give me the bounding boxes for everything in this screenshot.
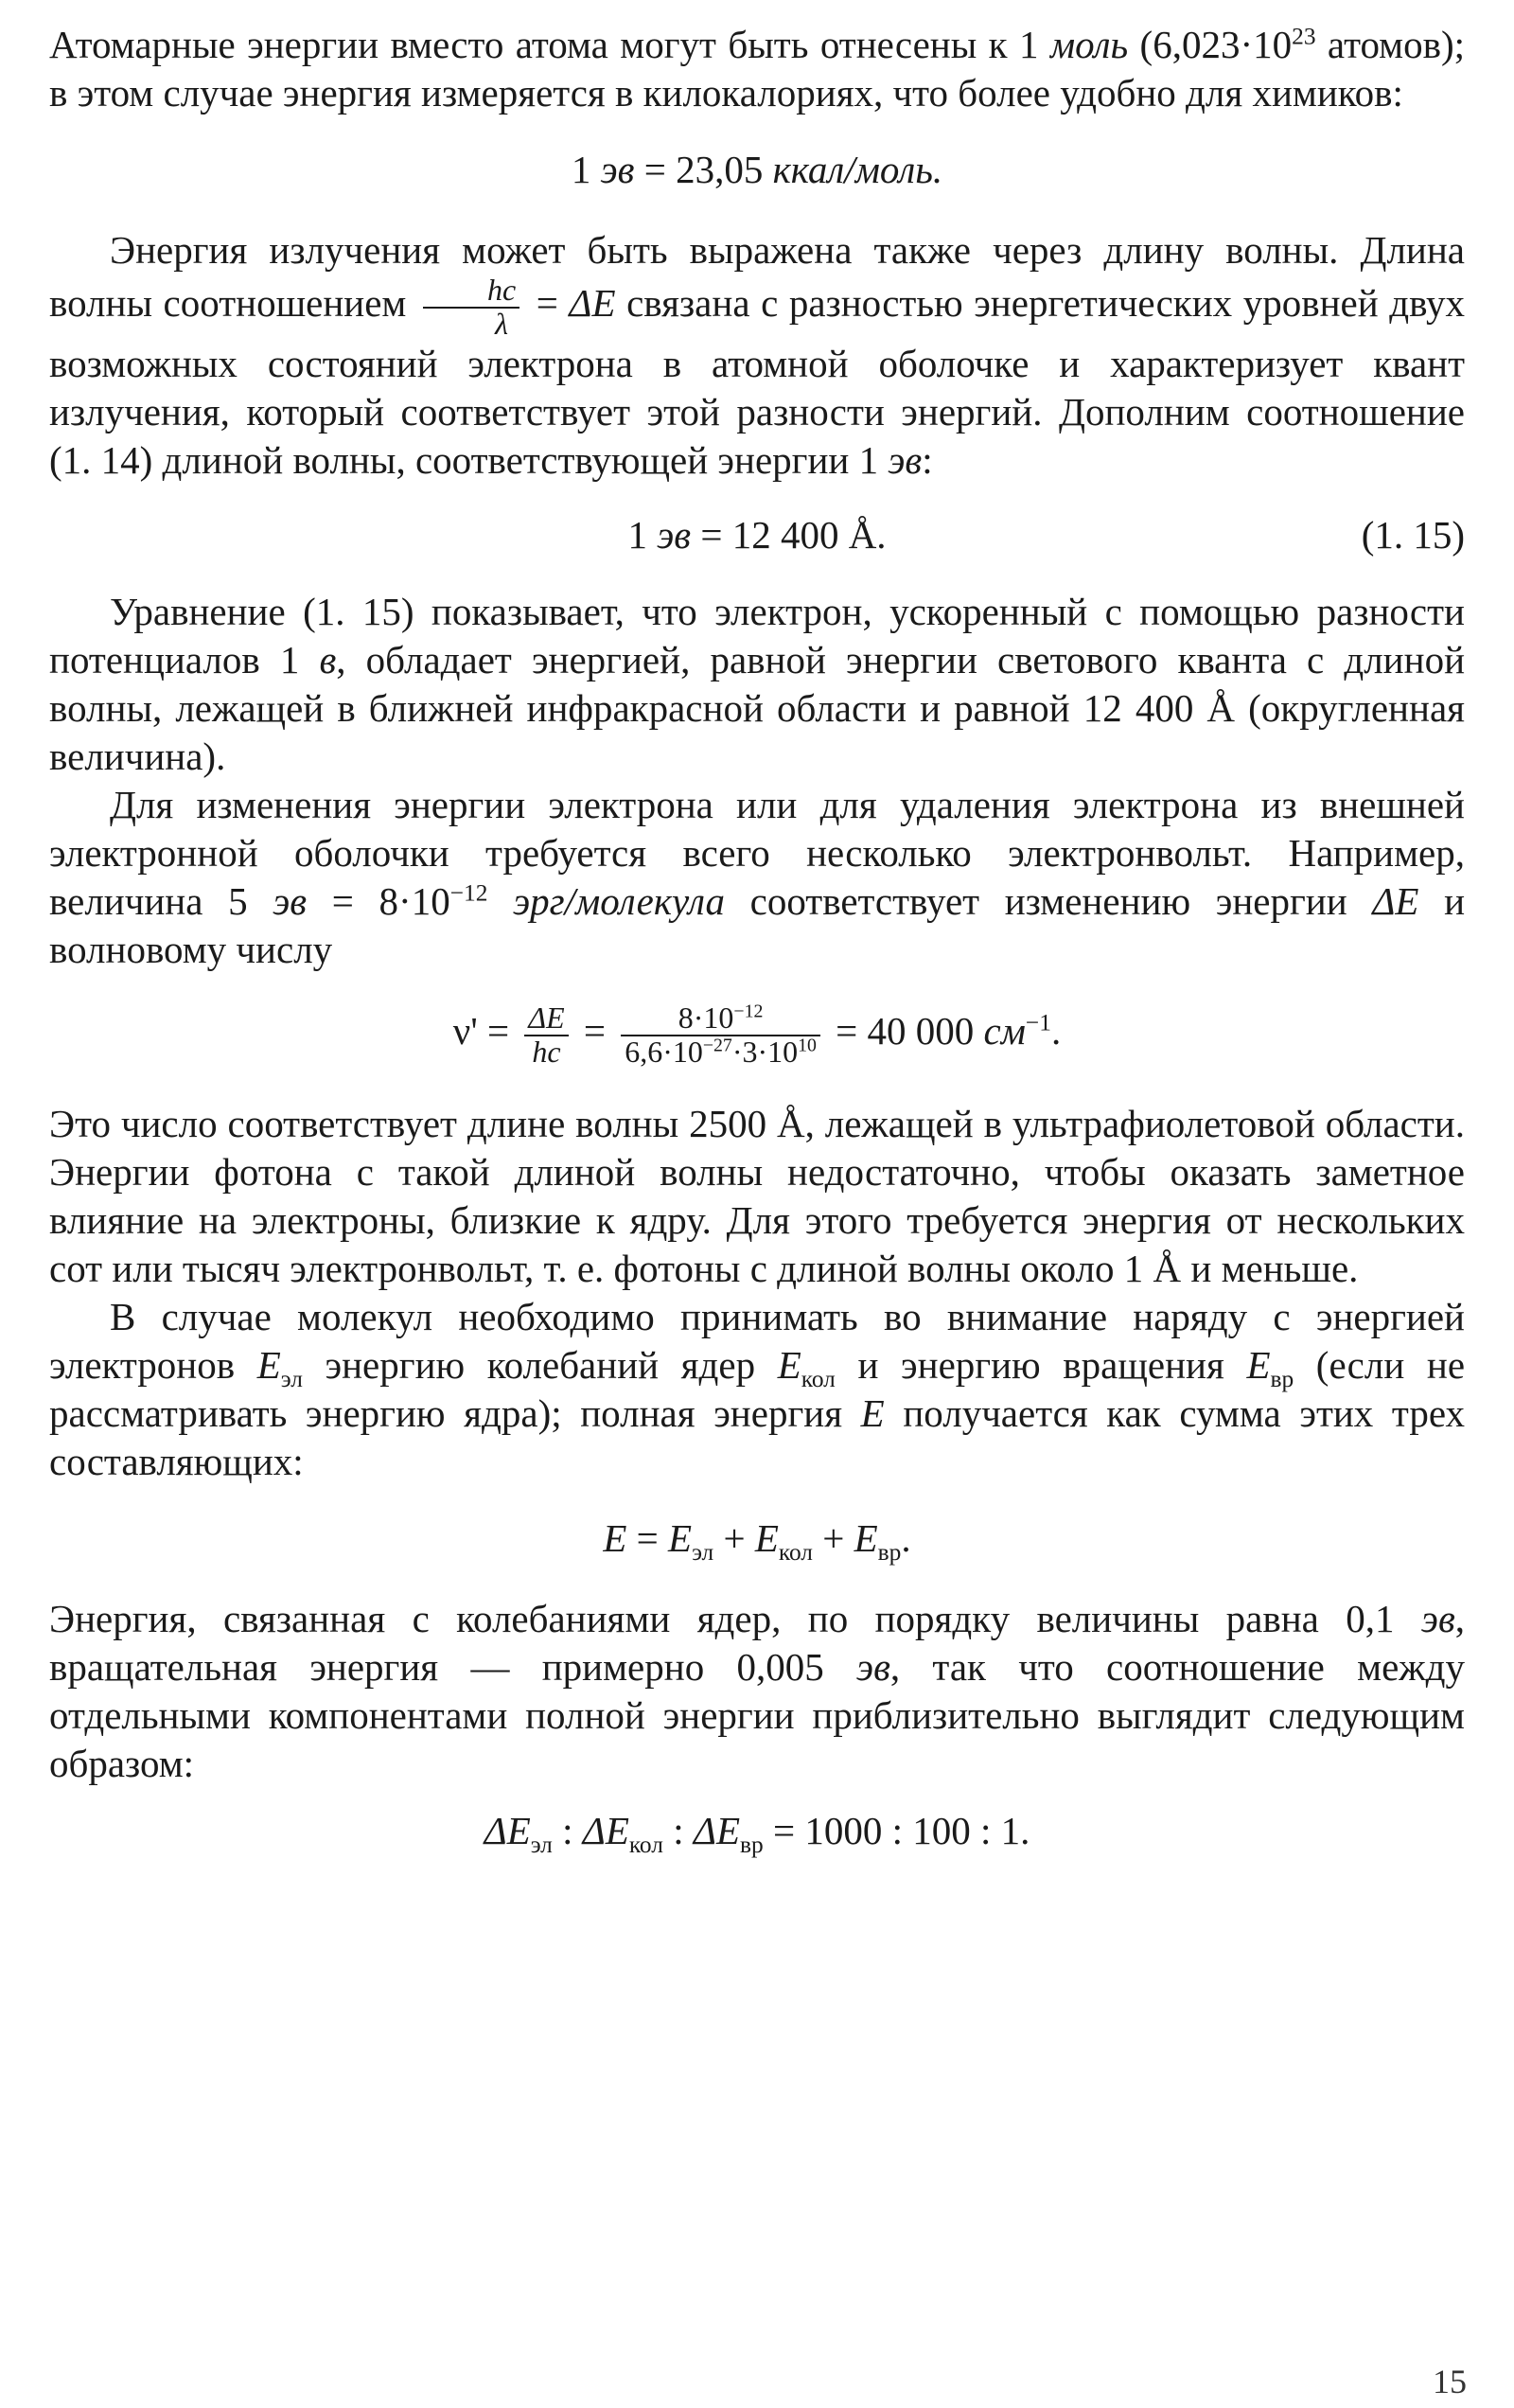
page-number: 15: [1433, 2363, 1467, 2400]
paragraph-molecules: В случае молекул необходимо принимать во внимание наряду с энергией электронов $E_{эл}$ энергию колебаний ядер $E_{кол}$ и энергию вращения $E_{вр}$ (если не рассматривать энергию ядра); полная энергия E получается как сумма этих трех составляющих:: [49, 1295, 1466, 1484]
fraction-numeric: $\frac{8\cdot 10^{-12}}{6,6\cdot 10^{-27}\cdot 3\cdot 10^{10}}$: [621, 1002, 820, 1068]
paragraph-equation-explanation: Уравнение (1. 15) показывает, что электрон, ускоренный с помощью разности потенциалов 1 в, обладает энергией, равной энергии светового кванта с длиной волны, лежащей в ближней инфракрасной области и равной 12 400 Å (округленная величина).: [49, 590, 1466, 779]
equation-energy-ratio: $\Delta E_{эл}$ : $\Delta E_{кол}$ : $\Delta E_{вр} = 1000$ : 100 : 1.: [484, 1809, 1030, 1859]
equation-number: (1. 15): [1361, 513, 1465, 558]
paragraph-wavelength: Энергия излучения может быть выражена также через длину волны. Длина волны соотношением $\frac{hc}{\lambda}$ = ΔE связана с разностью энергетических уровней двух возможных состояний электрона в атомной оболочке и характеризует квант излучения, который соответствует этой разности энергий. Дополним соотношение (1. 14) длиной волны, соответствующей энергии 1 эв:: [49, 228, 1466, 483]
paragraph-ultraviolet: Это число соответствует длине волны 2500 Å, лежащей в ультрафиолетовой области. Энергии фотона с такой длиной волны недостаточно, чтобы оказать заметное влияние на электроны, близкие к ядру. Для этого требуется энергия от нескольких сот или тысяч электронвольт, т. е. фотоны с длиной волны около 1 Å и меньше.: [49, 1102, 1465, 1291]
equation-wavenumber: ν' = $\frac{\Delta E}{hc}$ = $\frac{8\cdot 10^{-12}}{6,6\cdot 10^{-27}\cdot 3\cdot 10^{10}}$ = 40 000 $см^{-1}$.: [452, 1000, 1062, 1069]
paragraph-electron-energy: Для изменения энергии электрона или для удаления электрона из внешней электронной оболочки требуется всего несколько электронвольт. Например, величина 5 эв = $8\cdot 10^{-12}$ эрг/молекула соответствует изменению энергии ΔE и волновому числу: [49, 783, 1466, 972]
fraction-hc-lambda: $\frac{hc}{\lambda}$: [423, 274, 519, 340]
fraction-delta-e-hc: $\frac{\Delta E}{hc}$: [524, 1002, 568, 1068]
paragraph-atomic-energies: Атомарные энергии вместо атома могут быть отнесены к 1 моль ($6,023\cdot 10^{23}$ атомов); в этом случае энергия измеряется в килокалориях, что более удобно для химиков:: [49, 23, 1466, 115]
equation-energy-sum: $E = E_{эл} + E_{кол} + E_{вр}$.: [603, 1516, 911, 1567]
paragraph-vibration-rotation: Энергия, связанная с колебаниями ядер, по порядку величины равна 0,1 эв, вращательная энергия — примерно 0,005 эв, так что соотношение между отдельными компонентами полной энергии приблизительно выглядит следующим образом:: [49, 1597, 1466, 1786]
unit-mol: моль: [1049, 23, 1129, 66]
equation-ev-kcal: 1 эв = 23,05 ккал/моль.: [571, 148, 943, 191]
equation-1-15: 1 эв = 12 400 Å. (1. 15): [49, 511, 1465, 559]
